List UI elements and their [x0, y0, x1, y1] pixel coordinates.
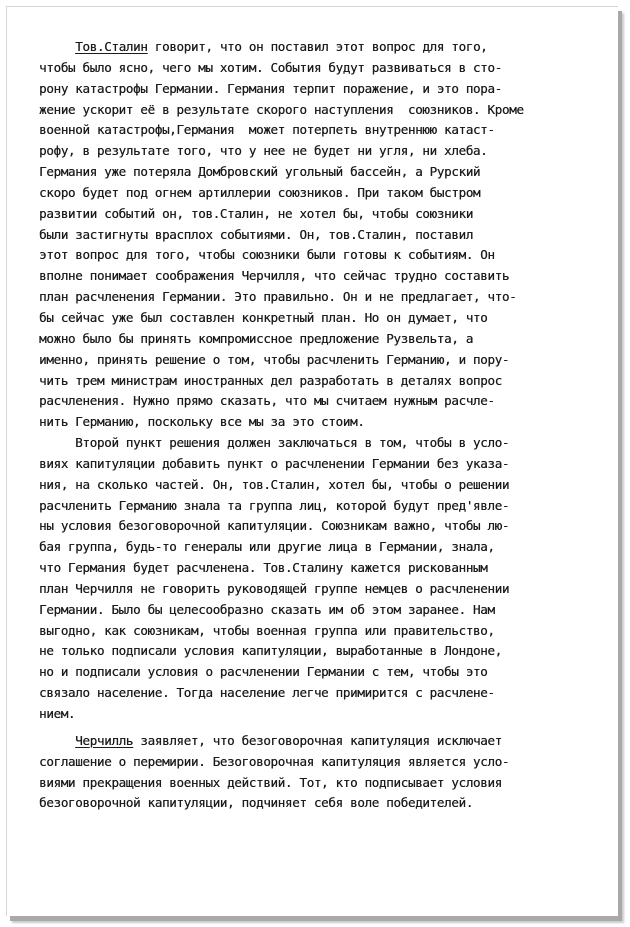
- text-line: выгодно, как союзникам, чтобы военная группа или правительство,: [39, 622, 495, 638]
- text-line: Черчилль заявляет, что безоговорочная капитуляция исключает: [75, 732, 502, 748]
- text-line: были застигнуты врасплох событиями. Он, тов.Сталин, поставил: [39, 226, 473, 242]
- text-line: ния, на сколько частей. Он, тов.Сталин, хотел бы, чтобы о решении: [39, 476, 510, 492]
- text-line: расчленить Германию знала та группа лиц, которой будут пред'явле-: [39, 497, 510, 513]
- speaker-name: Тов.Сталин: [75, 39, 148, 54]
- text-line: нить Германию, поскольку все мы за это стоим.: [39, 414, 365, 430]
- text-line: жение ускорит её в результате скорого наступления союзников. Кроме: [39, 101, 524, 117]
- text-line: виях капитуляции добавить пункт о расчленении Германии без указа-: [39, 455, 510, 471]
- text-line: Второй пункт решения должен заключаться в том, чтобы в усло-: [39, 435, 510, 451]
- text-line: Германия уже потеряла Домбровский угольный бассейн, а Рурский: [39, 164, 481, 180]
- document-page: [6, 6, 618, 916]
- text-line: бая группа, будь-то генералы или другие лица в Германии, знала,: [39, 539, 495, 555]
- text-line: расчленения. Нужно прямо сказать, что мы считаем нужным расчле-: [39, 393, 495, 409]
- text-line: но и подписали условия о расчленении Германии с тем, чтобы это: [39, 664, 488, 680]
- text-line: можно было бы принять компромиссное предложение Рузвельта, а: [39, 330, 473, 346]
- text-line: план расчленения Германии. Это правильно. Он и не предлагает, что-: [39, 289, 517, 305]
- text-line: скоро будет под огнем артиллерии союзников. При таком быстром: [39, 184, 481, 200]
- text-line: Германии. Было бы целесообразно сказать им об этом заранее. Нам: [39, 601, 495, 617]
- text-line: связало население. Тогда население легче примирится с расчлене-: [39, 685, 495, 701]
- text-line: рофу, в результате того, что у нее не будет ни угля, ни хлеба.: [39, 143, 488, 159]
- text-line: военной катастрофы,Германия может потерпеть внутреннюю катаст-: [39, 122, 495, 138]
- text-line: безоговорочной капитуляции, подчиняет себя воле победителей.: [39, 795, 473, 811]
- text-line: план Черчилля не говорить руководящей группе немцев о расчленении: [39, 580, 510, 596]
- text-line: этот вопрос для того, чтобы союзники были готовы к событиям. Он: [39, 247, 495, 263]
- text-line: соглашение о перемирии. Безоговорочная капитуляция является усло-: [39, 753, 510, 769]
- text-line: ны условия безоговорочной капитуляции. Союзникам важно, чтобы лю-: [39, 518, 510, 534]
- text-line: что Германия будет расчленена. Тов.Сталину кажется рискованным: [39, 560, 488, 576]
- text-line: развитии событий он, тов.Сталин, не хотел бы, чтобы союзники: [39, 205, 473, 221]
- document-text: [39, 37, 599, 814]
- text-line: рону катастрофы Германии. Германия терпит поражение, и это пора-: [39, 80, 502, 96]
- text-line: чтобы было ясно, чего мы хотим. События будут развиваться в сто-: [39, 59, 502, 75]
- text-line: нием.: [39, 706, 76, 721]
- text-line: виями прекращения военных действий. Тот, кто подписывает условия: [39, 774, 502, 790]
- text-line: бы сейчас уже был составлен конкретный план. Но он думает, что: [39, 309, 488, 325]
- text-line: вполне понимает соображения Черчилля, что сейчас трудно составить: [39, 268, 510, 284]
- speaker-name: Черчилль: [75, 732, 134, 748]
- text-line: именно, принять решение о том, чтобы расчленить Германию, и пору-: [39, 351, 510, 367]
- text-line: не только подписали условия капитуляции, выработанные в Лондоне,: [39, 643, 502, 659]
- text-line: чить трем министрам иностранных дел разработать в деталях вопрос: [39, 372, 502, 388]
- text-line: Тов.Сталин говорит, что он поставил этот вопрос для того,: [75, 39, 488, 54]
